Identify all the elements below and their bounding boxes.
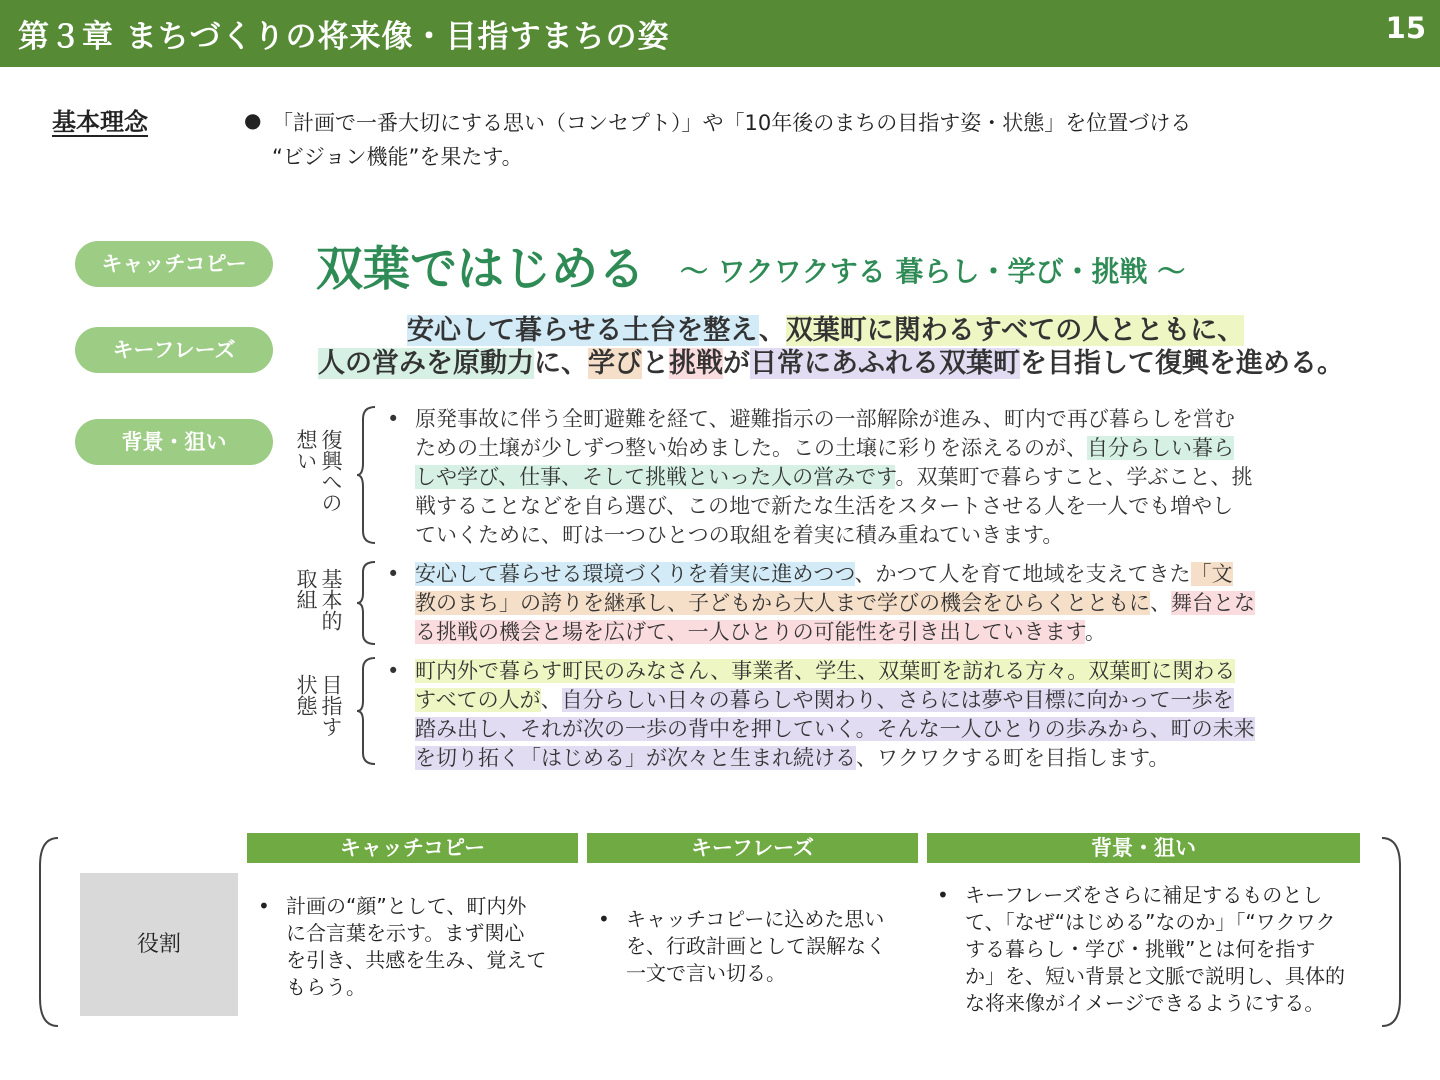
left-brace-icon — [355, 560, 379, 646]
text-line — [415, 463, 1252, 492]
cell-line: する暮らし・学び・挑戦”とは何を指す — [965, 937, 1316, 961]
cell-line: 計画の“顔”として、町内外 — [286, 894, 527, 918]
kp-segment: 人の営みを原動力 — [318, 348, 534, 379]
kp-segment: と — [642, 348, 669, 379]
text-line — [415, 589, 1255, 618]
table-header-catch-copy: キャッチコピー — [247, 833, 578, 863]
text-segment: しや学び、仕事、そして挑戦といった人の営みです — [415, 465, 896, 489]
text-segment: 踏み出し、それが次の一歩の背中を押していく。そんな一人ひとりの歩みから、町の未来 — [415, 717, 1255, 741]
page-number: 15 — [1385, 11, 1426, 45]
key-phrase-line-2 — [318, 347, 1344, 381]
text-line: ていくために、町は一つひとつの取組を着実に積み重ねていきます。 — [415, 523, 1064, 547]
table-header-background: 背景・狙い — [927, 833, 1360, 863]
key-phrase-line-1 — [407, 314, 1244, 348]
bullet-icon: • — [937, 883, 949, 907]
kp-segment: を目指して復興を進める。 — [1020, 348, 1344, 379]
text-segment: 。双葉町で暮らすこと、学ぶこと、挑 — [895, 465, 1253, 489]
kp-segment: が — [723, 348, 750, 379]
text-line: 戦することなどを自ら選び、この地で新たな生活をスタートさせる人を一人でも増やし — [415, 494, 1234, 518]
section-label-target-state: 目指す状態 — [294, 674, 343, 737]
text-segment: 「文 — [1190, 562, 1233, 586]
text-line — [415, 434, 1252, 463]
text-line — [415, 715, 1255, 744]
basic-line: 「計画で一番大切にする思い（コンセプト）」や「10年後のまちの目指す姿・状態」を位置づける — [272, 111, 1192, 135]
text-segment: 、 — [1150, 591, 1171, 615]
cell-line: キーフレーズをさらに補足するものとし — [965, 883, 1323, 907]
text-segment: 自分らしい日々の暮らしや関わり、さらには夢や目標に向かって一歩を — [561, 688, 1234, 712]
text-segment: ための土壌が少しずつ整い始めました。この土壌に彩りを添えるのが、 — [415, 436, 1087, 460]
background-section-1 — [387, 405, 1252, 550]
text-segment: 、かつて人を育て地域を支えてきた — [854, 562, 1191, 586]
text-segment: 教のまち」の誇りを継承し、子どもから大人まで学びの機会をひらくとともに — [415, 591, 1150, 615]
background-section-2 — [387, 560, 1255, 647]
text-line — [415, 618, 1255, 647]
text-segment: 、ワクワクする町を目指します。 — [856, 746, 1170, 770]
cell-line: に合言葉を示す。まず関心 — [286, 921, 525, 945]
table-cell-background — [937, 882, 1345, 1017]
text-line — [415, 560, 1255, 589]
left-bracket-icon — [36, 836, 60, 1028]
kp-segment: 、 — [758, 315, 786, 346]
catch-copy-main: 双葉ではじめる — [316, 242, 645, 297]
catch-copy-pill: キャッチコピー — [75, 241, 273, 287]
text-segment: を切り拓く「はじめる」が次々と生まれ続ける — [415, 746, 856, 770]
kp-segment: 安心して暮らせる土台を整え — [407, 315, 759, 346]
cell-line: キャッチコピーに込めた思い — [626, 907, 885, 931]
cell-line: 一文で言い切る。 — [626, 961, 786, 985]
text-segment: 、 — [540, 688, 562, 712]
basic-line: “ビジョン機能”を果たす。 — [272, 145, 523, 169]
catch-copy-sub: ～ ワクワクする 暮らし・学び・挑戦 ～ — [680, 255, 1186, 288]
section-label-recovery: 復興への想い — [294, 429, 343, 513]
table-cell-key-phrase — [598, 906, 886, 987]
text-segment: 安心して暮らせる環境づくりを着実に進めつつ — [415, 562, 855, 586]
kp-segment: 学び — [588, 348, 642, 379]
background-pill: 背景・狙い — [75, 419, 273, 465]
text-segment: る挑戦の機会と場を広げて、一人ひとりの可能性を引き出していきます — [415, 620, 1085, 644]
kp-segment: 挑戦 — [669, 348, 723, 379]
basic-philosophy-text — [272, 106, 1191, 174]
bullet-icon: • — [387, 562, 400, 586]
text-segment: 自分らしい暮ら — [1087, 436, 1234, 460]
cell-line: もらう。 — [286, 975, 366, 999]
basic-philosophy-label: 基本理念 — [52, 108, 148, 136]
bullet-icon: • — [387, 407, 400, 431]
page-title: 第３章 まちづくりの将来像・目指すまちの姿 — [18, 19, 670, 55]
text-line — [415, 744, 1255, 773]
left-brace-icon — [355, 656, 379, 766]
cell-line: を、行政計画として誤解なく — [626, 934, 886, 958]
text-line — [415, 686, 1255, 715]
table-header-key-phrase: キーフレーズ — [587, 833, 918, 863]
bullet-icon: • — [387, 659, 400, 683]
cell-line: を引き、共感を生み、覚えて — [286, 948, 547, 972]
bullet-icon: • — [258, 894, 270, 918]
key-phrase-pill: キーフレーズ — [75, 327, 273, 373]
text-line — [415, 657, 1255, 686]
kp-segment: に、 — [534, 348, 588, 379]
text-segment: 町内外で暮らす町民のみなさん、事業者、学生、双葉町を訪れる方々。双葉町に関わる — [415, 659, 1236, 683]
left-brace-icon — [355, 405, 379, 545]
text-segment: 舞台とな — [1171, 591, 1255, 615]
table-cell-catch-copy — [258, 893, 546, 1001]
cell-line: て、「なぜ“はじめる”なのか」「“ワクワク — [965, 910, 1336, 934]
text-segment: 。 — [1084, 620, 1106, 644]
bullet-icon: ● — [244, 108, 262, 132]
cell-line: な将来像がイメージできるようにする。 — [965, 991, 1325, 1015]
header-bar — [0, 0, 1440, 67]
background-section-3 — [387, 657, 1255, 773]
right-bracket-icon — [1380, 836, 1404, 1028]
text-line: 原発事故に伴う全町避難を経て、避難指示の一部解除が進み、町内で再び暮らしを営む — [415, 407, 1235, 431]
role-row-label: 役割 — [80, 873, 238, 1016]
cell-line: か」を、短い背景と文脈で説明し、具体的 — [965, 964, 1345, 988]
bullet-icon: • — [598, 907, 610, 931]
section-label-basic-effort: 基本的取組 — [294, 568, 343, 631]
kp-segment: 日常にあふれる双葉町 — [750, 348, 1020, 379]
kp-segment: 双葉町に関わるすべての人とともに、 — [785, 315, 1245, 346]
text-segment: すべての人が — [415, 688, 541, 712]
